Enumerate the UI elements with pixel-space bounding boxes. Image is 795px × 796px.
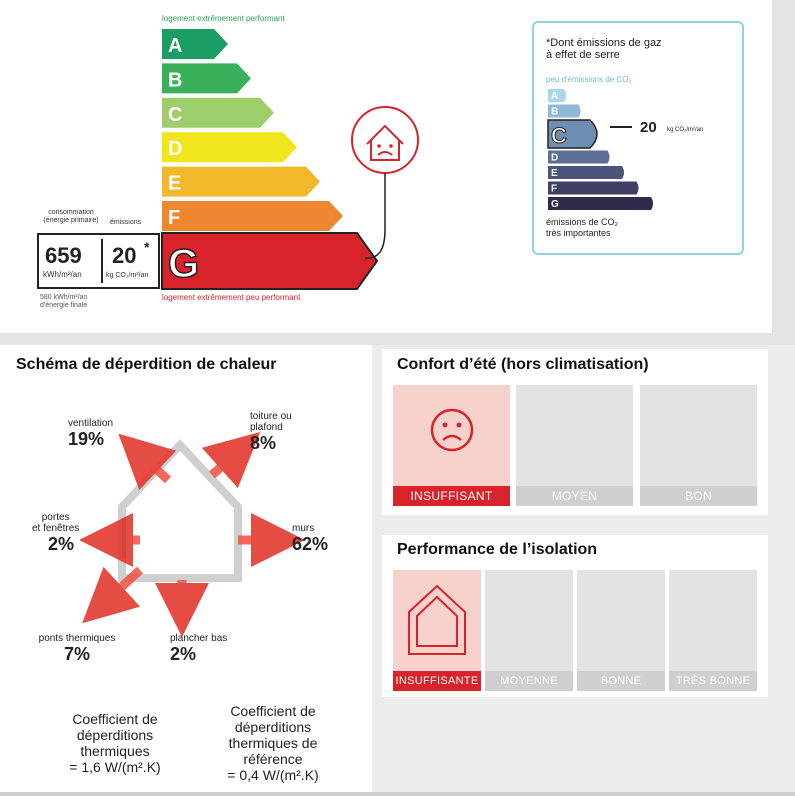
hl-ventilation-value: 19% [68, 429, 105, 449]
hl-ventilation-label: ventilation [68, 418, 114, 429]
hl-roof [250, 411, 292, 454]
energy-bottom-label: logement extrêmement peu performant [162, 293, 301, 302]
emissions-header: émissions [110, 219, 142, 226]
sad-face-icon [429, 407, 475, 453]
insulation-tile-good [577, 570, 665, 691]
consumption-header: consommation (énergie primaire) [43, 209, 99, 224]
summer-comfort-card [382, 349, 768, 515]
bottom-line [0, 792, 795, 796]
emissions-value: 20 [112, 243, 137, 268]
energy-letter-f: F [168, 207, 181, 229]
insulation-tile-insufficient [393, 570, 481, 691]
insulation-tile-medium [485, 570, 573, 691]
ghg-bottom-label: émissions de CO₂ très importantes [546, 217, 619, 238]
ghg-bar-f [548, 182, 639, 195]
energy-letter-c: C [168, 103, 183, 126]
coef-reference: Coefficient de déperditions thermiques de référence = 0,4 W/(m².K) [227, 703, 319, 783]
summer-label-good: BON [640, 486, 757, 506]
hl-bridges-label: ponts thermiques [38, 633, 116, 644]
summer-tile-insufficient [393, 385, 510, 506]
right-gutter [772, 0, 795, 333]
hl-floor-value: 2% [170, 644, 197, 664]
insulation-label-good: BONNE [577, 671, 665, 691]
hl-doors-value: 2% [48, 534, 75, 554]
hl-walls-value: 62% [292, 534, 329, 554]
ghg-panel [532, 21, 744, 255]
energy-bar-e [162, 167, 320, 197]
hl-doors-label: portes et fenêtres [32, 512, 80, 534]
summer-label-insufficient: INSUFFISANT [393, 486, 510, 506]
ghg-letter-g: G [551, 199, 559, 210]
ghg-bar-e [548, 166, 624, 179]
hl-bridges-value: 7% [63, 644, 90, 664]
insulation-title: Performance de l’isolation [397, 541, 598, 558]
insulation-label-very-good: TRÈS BONNE [669, 671, 757, 691]
energy-letter-b: B [168, 69, 183, 92]
final-energy: 580 kWh/m²/an d'énergie finale [40, 294, 88, 309]
section-separator [0, 333, 795, 345]
summer-label-medium: MOYEN [516, 486, 633, 506]
ghg-value: 20 [640, 119, 657, 136]
ghg-letter-d: D [551, 152, 559, 164]
values-divider [101, 239, 103, 283]
insulation-label-insufficient: INSUFFISANTE [393, 671, 481, 691]
hl-walls [292, 523, 328, 555]
ghg-top-label: peu d'émissions de CO₂ [546, 75, 632, 84]
hl-doors [32, 512, 79, 555]
hl-ventilation [68, 418, 113, 450]
ghg-letter-b: B [551, 106, 559, 118]
summer-title: Confort d’été (hors climatisation) [397, 356, 649, 373]
summer-tile-good [640, 385, 757, 506]
energy-values-box [37, 233, 160, 289]
consumption-unit: kWh/m²/an [43, 270, 82, 279]
energy-bar-f [162, 201, 343, 231]
coef-thermal: Coefficient de déperditions thermiques = 1,6 W/(m².K) [69, 711, 161, 775]
heatloss-title: Schéma de déperdition de chaleur [16, 356, 277, 373]
insulation-card [382, 535, 768, 697]
emissions-unit: kg CO₂/m²/an [106, 272, 149, 279]
insulation-label-medium: MOYENNE [485, 671, 573, 691]
hl-roof-value: 8% [250, 433, 277, 453]
house-icon [405, 582, 469, 658]
hl-bridges [34, 633, 120, 665]
hl-floor [170, 633, 227, 665]
hl-roof-label: toiture ou plafond [250, 411, 292, 433]
consumption-value: 659 [45, 243, 82, 268]
ghg-letter-c: C [551, 123, 567, 148]
energy-top-label: logement extrêmement performant [162, 14, 285, 23]
poor-house-icon [340, 100, 430, 270]
hl-walls-label: murs [292, 523, 315, 534]
ghg-unit: kg CO₂/m²/an [667, 127, 704, 133]
hl-floor-label: plancher bas [170, 633, 228, 644]
energy-letter-d: D [168, 138, 183, 161]
energy-letter-e: E [168, 172, 182, 195]
emissions-star: * [144, 239, 150, 255]
insulation-tile-very-good [669, 570, 757, 691]
ghg-letter-a: A [551, 91, 559, 102]
energy-letter-a: A [168, 35, 183, 57]
ghg-note: *Dont émissions de gaz à effet de serre [546, 37, 662, 61]
ghg-letter-e: E [551, 168, 558, 179]
summer-tile-medium [516, 385, 633, 506]
ghg-letter-f: F [551, 183, 558, 195]
ghg-bar-g [548, 197, 653, 210]
ghg-pointer-line [610, 126, 632, 128]
energy-letter-g: G [168, 242, 200, 286]
